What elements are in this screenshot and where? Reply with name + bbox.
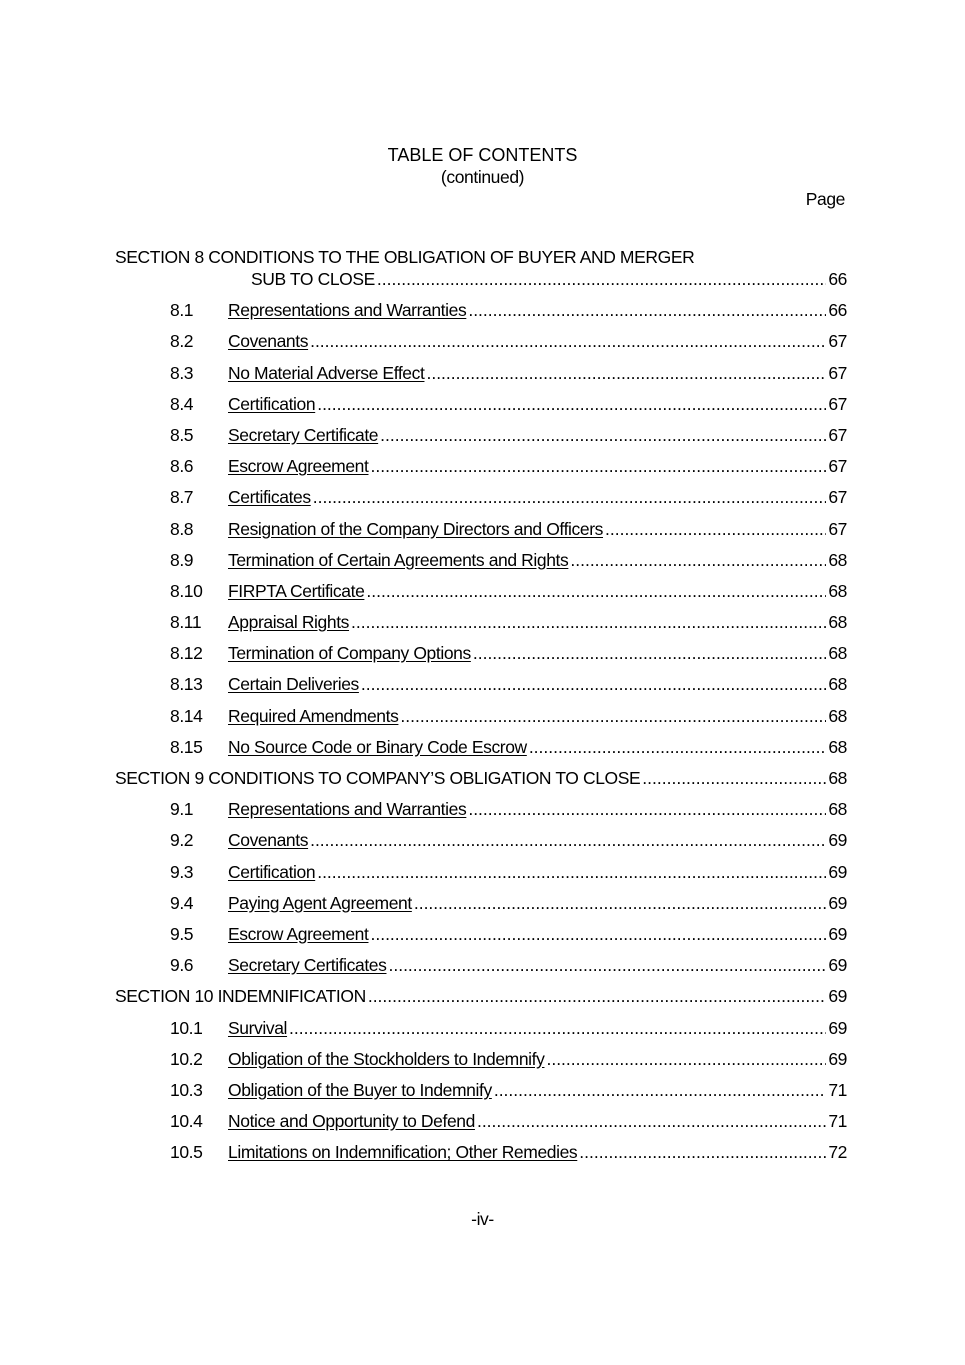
entry-link[interactable]: Certification <box>228 393 316 414</box>
entry-number: 9.3 <box>170 861 194 882</box>
entry-number: 8.11 <box>170 612 202 633</box>
entry-number: 8.6 <box>170 456 194 477</box>
section-title-continued: SUB TO CLOSE <box>251 269 375 289</box>
dot-leader <box>494 1079 827 1101</box>
dot-leader <box>579 1141 826 1163</box>
entry-link[interactable]: FIRPTA Certificate <box>228 580 365 601</box>
entry-page-number: 68 <box>828 736 847 757</box>
entry-number: 10.2 <box>170 1048 203 1069</box>
entry-number: 9.4 <box>170 892 194 913</box>
entry-link[interactable]: Obligation of the Stockholders to Indemnify <box>228 1048 545 1069</box>
toc-entry[interactable] <box>0 705 965 736</box>
toc-section-heading[interactable] <box>0 985 965 1016</box>
entry-link[interactable]: Obligation of the Buyer to Indemnify <box>228 1079 492 1100</box>
toc-entry[interactable] <box>0 1017 965 1048</box>
entry-number: 8.15 <box>170 736 203 757</box>
toc-entry[interactable] <box>0 549 965 580</box>
entry-link[interactable]: No Source Code or Binary Code Escrow <box>228 736 527 757</box>
entry-link[interactable]: Secretary Certificates <box>228 955 387 976</box>
entry-page-number: 71 <box>828 1111 847 1132</box>
entry-link[interactable]: Covenants <box>228 331 309 352</box>
dot-leader <box>473 642 826 664</box>
entry-number: 9.5 <box>170 923 194 944</box>
dot-leader <box>361 673 826 695</box>
entry-page-number: 67 <box>828 424 847 445</box>
entry-number: 8.10 <box>170 580 203 601</box>
toc-entry[interactable] <box>0 362 965 393</box>
entry-number: 10.3 <box>170 1079 203 1100</box>
toc-subtitle: (continued) <box>440 167 525 187</box>
dot-leader <box>388 954 826 976</box>
toc-section-heading-continued[interactable] <box>0 268 965 299</box>
toc-entry[interactable] <box>0 1048 965 1079</box>
entry-number: 8.13 <box>170 674 203 695</box>
dot-leader <box>529 736 827 758</box>
toc-entry[interactable] <box>0 486 965 517</box>
dot-leader <box>400 705 826 727</box>
entry-link[interactable]: Escrow Agreement <box>228 456 369 477</box>
entry-link[interactable]: Certificates <box>228 487 311 508</box>
page-column-label: Page <box>805 189 845 209</box>
entry-page-number: 68 <box>828 612 847 633</box>
toc-section-heading[interactable] <box>0 767 965 798</box>
entry-page-number: 69 <box>828 830 847 851</box>
entry-link[interactable]: Survival <box>228 1017 288 1038</box>
entry-number: 8.7 <box>170 487 194 508</box>
entry-number: 9.6 <box>170 955 194 976</box>
entry-number: 10.4 <box>170 1111 203 1132</box>
entry-number: 8.2 <box>170 331 194 352</box>
toc-section-heading[interactable] <box>0 246 965 268</box>
dot-leader <box>366 580 826 602</box>
entry-page-number: 68 <box>828 549 847 570</box>
toc-entry[interactable] <box>0 829 965 860</box>
toc-entry[interactable] <box>0 642 965 673</box>
entry-number: 8.14 <box>170 705 203 726</box>
entry-number: 8.8 <box>170 518 194 539</box>
entry-link[interactable]: Required Amendments <box>228 705 399 726</box>
toc-entry[interactable] <box>0 611 965 642</box>
entry-number: 8.12 <box>170 643 203 664</box>
dot-leader <box>642 767 826 789</box>
section-title: SECTION 9 CONDITIONS TO COMPANY’S OBLIGATION TO CLOSE <box>115 768 641 788</box>
section-title: SECTION 10 INDEMNIFICATION <box>115 986 366 1007</box>
entry-link[interactable]: Certain Deliveries <box>228 674 359 695</box>
entry-page-number: 69 <box>828 1017 847 1038</box>
entry-number: 8.1 <box>170 300 194 321</box>
section-title: SECTION 8 CONDITIONS TO THE OBLIGATION OF BUYER AND MERGER <box>115 247 695 267</box>
entry-link[interactable]: Certification <box>228 861 316 882</box>
entry-page-number: 67 <box>828 393 847 414</box>
toc-list <box>0 246 965 1172</box>
toc-entry[interactable] <box>0 861 965 892</box>
toc-entry[interactable] <box>0 330 965 361</box>
entry-page-number: 69 <box>828 923 847 944</box>
entry-page-number: 67 <box>828 487 847 508</box>
dot-leader <box>414 892 826 914</box>
toc-entry[interactable] <box>0 923 965 954</box>
entry-link[interactable]: Termination of Certain Agreements and Rights <box>228 549 569 570</box>
entry-page-number: 69 <box>828 1048 847 1069</box>
dot-leader <box>310 829 826 851</box>
entry-link[interactable]: Resignation of the Company Directors and Officers <box>228 518 603 539</box>
entry-link[interactable]: Covenants <box>228 830 309 851</box>
dot-leader <box>468 299 826 321</box>
toc-entry[interactable] <box>0 1141 965 1172</box>
entry-number: 8.3 <box>170 362 194 383</box>
dot-leader <box>310 330 826 352</box>
dot-leader <box>313 486 827 508</box>
dot-leader <box>377 268 826 290</box>
dot-leader <box>368 985 827 1007</box>
dot-leader <box>351 611 826 633</box>
entry-page-number: 69 <box>828 861 847 882</box>
dot-leader <box>317 861 826 883</box>
entry-page-number: 68 <box>828 580 847 601</box>
entry-number: 10.1 <box>170 1017 203 1038</box>
dot-leader <box>380 424 826 446</box>
entry-page-number: 72 <box>828 1142 847 1163</box>
entry-link[interactable]: Escrow Agreement <box>228 923 369 944</box>
entry-number: 8.9 <box>170 549 194 570</box>
toc-entry[interactable] <box>0 580 965 611</box>
dot-leader <box>546 1048 826 1070</box>
entry-number: 8.5 <box>170 424 194 445</box>
dot-leader <box>370 455 826 477</box>
dot-leader <box>477 1110 826 1132</box>
entry-page-number: 68 <box>828 799 847 820</box>
dot-leader <box>317 393 826 415</box>
toc-entry[interactable] <box>0 393 965 424</box>
dot-leader <box>426 362 826 384</box>
entry-page-number: 69 <box>828 892 847 913</box>
dot-leader <box>468 798 826 820</box>
toc-entry[interactable] <box>0 518 965 549</box>
entry-link[interactable]: Paying Agent Agreement <box>228 892 412 913</box>
entry-number: 10.5 <box>170 1142 203 1163</box>
entry-link[interactable]: Termination of Company Options <box>228 643 471 664</box>
entry-link[interactable]: Representations and Warranties <box>228 300 467 321</box>
toc-entry[interactable] <box>0 455 965 486</box>
entry-link[interactable]: Notice and Opportunity to Defend <box>228 1111 475 1132</box>
entry-page-number: 67 <box>828 456 847 477</box>
entry-link[interactable]: Secretary Certificate <box>228 424 379 445</box>
entry-link[interactable]: Representations and Warranties <box>228 799 467 820</box>
entry-page-number: 67 <box>828 518 847 539</box>
section-page-number: 66 <box>828 269 847 289</box>
dot-leader <box>370 923 826 945</box>
toc-entry[interactable] <box>0 1079 965 1110</box>
entry-page-number: 68 <box>828 674 847 695</box>
toc-entry[interactable] <box>0 892 965 923</box>
toc-entry[interactable] <box>0 299 965 330</box>
entry-page-number: 66 <box>828 300 847 321</box>
entry-number: 9.1 <box>170 799 194 820</box>
dot-leader <box>605 518 826 540</box>
entry-page-number: 67 <box>828 331 847 352</box>
entry-link[interactable]: Appraisal Rights <box>228 612 350 633</box>
toc-entry[interactable] <box>0 673 965 704</box>
entry-page-number: 68 <box>828 705 847 726</box>
entry-link[interactable]: Limitations on Indemnification; Other Remedies <box>228 1142 578 1163</box>
entry-number: 9.2 <box>170 830 194 851</box>
entry-page-number: 68 <box>828 643 847 664</box>
toc-entry[interactable] <box>0 424 965 455</box>
toc-title: TABLE OF CONTENTS <box>387 145 578 165</box>
section-page-number: 69 <box>828 986 847 1007</box>
entry-page-number: 71 <box>828 1079 847 1100</box>
toc-entry[interactable] <box>0 736 965 767</box>
toc-entry[interactable] <box>0 1110 965 1141</box>
entry-link[interactable]: No Material Adverse Effect <box>228 362 425 383</box>
page-number: -iv- <box>471 1209 494 1229</box>
entry-number: 8.4 <box>170 393 194 414</box>
toc-entry[interactable] <box>0 798 965 829</box>
dot-leader <box>289 1017 826 1039</box>
dot-leader <box>570 549 826 571</box>
entry-page-number: 69 <box>828 955 847 976</box>
entry-page-number: 67 <box>828 362 847 383</box>
toc-entry[interactable] <box>0 954 965 985</box>
section-page-number: 68 <box>828 768 847 788</box>
